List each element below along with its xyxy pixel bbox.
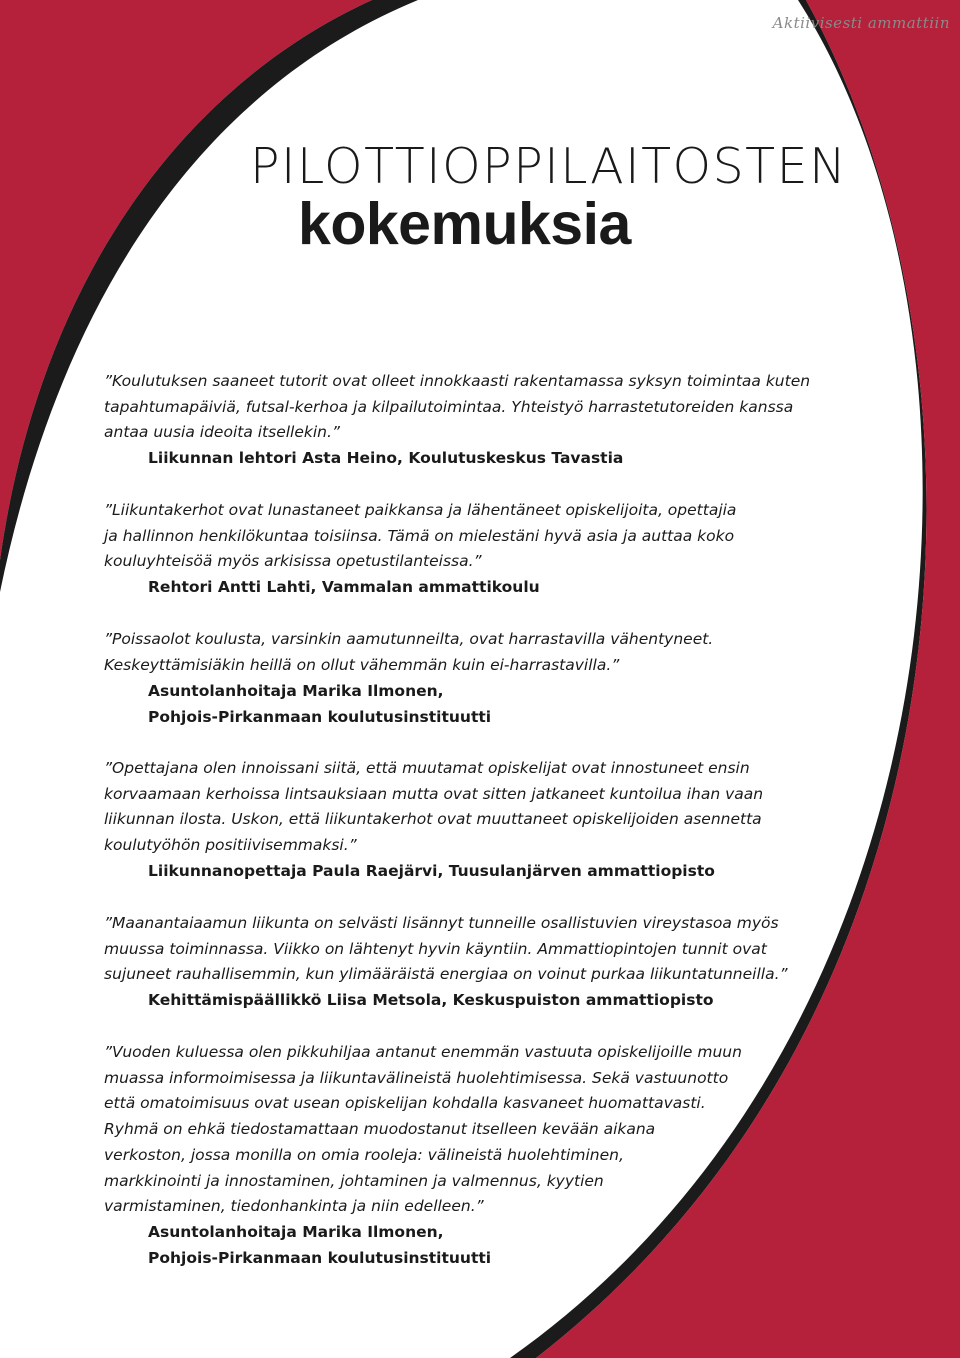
quote-line: ”Poissaolot koulusta, varsinkin aamutunneilta, ovat harrastavilla vähentyneet. — [104, 630, 714, 648]
header-tagline: Aktiivisesti ammattiin — [772, 14, 950, 32]
quote-line: korvaamaan kerhoissa lintsauksiaan mutta ovat sitten jatkaneet kuntoilua ihan vaan — [104, 784, 764, 803]
quote-line: Ryhmä on ehkä tiedostamattaan muodostanut itselleen kevään aikana — [104, 1120, 656, 1139]
top-left-red-swoosh — [0, 0, 372, 560]
quote-line: Keskeyttämisiäkin heillä on ollut vähemmän kuin ei-harrastavilla.” — [104, 655, 620, 674]
quote-line: ”Koulutuksen saaneet tutorit ovat olleet innokkaasti rakentamassa syksyn toimintaa kuten — [104, 372, 811, 390]
quote-3 — [104, 627, 713, 678]
quote-1 — [104, 369, 810, 446]
page-title-line2: kokemuksia — [298, 191, 631, 257]
page-title-line1: PILOTTIOPPILAITOSTEN — [250, 138, 848, 195]
quote-line: kouluyhteisöä myös arkisissa opetustilanteissa.” — [104, 552, 482, 571]
quote-6 — [104, 1040, 742, 1220]
quote-1-attribution — [148, 446, 623, 472]
quote-line: markkinointi ja innostaminen, johtaminen ja valmennus, kyytien — [104, 1171, 604, 1190]
quote-line: muassa informoimisessa ja liikuntavälineistä huolehtimisessa. Sekä vastuunotto — [104, 1068, 729, 1087]
quote-line: ”Liikuntakerhot ovat lunastaneet paikkansa ja lähentäneet opiskelijoita, opettajia — [104, 501, 737, 519]
quote-line: ”Vuoden kuluessa olen pikkuhiljaa antanut enemmän vastuuta opiskelijoille muun — [104, 1043, 742, 1061]
quote-4 — [104, 756, 763, 859]
quote-2-attribution — [148, 575, 540, 601]
quote-5-attribution — [148, 988, 714, 1014]
quote-line: antaa uusia ideoita itsellekin.” — [104, 423, 340, 442]
quote-line: sujuneet rauhallisemmin, kun ylimääräistä energiaa on voinut purkaa liikuntatunneilla.” — [104, 965, 788, 984]
attribution-line: Pohjois-Pirkanmaan koulutusinstituutti — [148, 707, 492, 726]
attribution-line: Pohjois-Pirkanmaan koulutusinstituutti — [148, 1248, 492, 1267]
quote-line: koulutyöhön positiivisemmaksi.” — [104, 836, 357, 855]
quote-4-attribution — [148, 859, 715, 885]
quote-line: varmistaminen, tiedonhankinta ja niin edelleen.” — [104, 1197, 484, 1216]
quote-3-attribution — [148, 679, 491, 730]
attribution-line: Liikunnanopettaja Paula Raejärvi, Tuusulanjärven ammattiopisto — [148, 862, 715, 880]
quote-line: tapahtumapäiviä, futsal-kerhoa ja kilpailutoimintaa. Yhteistyö harrastetutoreiden kanssa — [104, 397, 794, 416]
quote-line: verkoston, jossa monilla on omia rooleja: välineistä huolehtiminen, — [104, 1145, 624, 1164]
quote-line: ja hallinnon henkilökuntaa toisiinsa. Tämä on mielestäni hyvä asia ja auttaa koko — [104, 526, 735, 545]
attribution-line: Kehittämispäällikkö Liisa Metsola, Keskuspuiston ammattiopisto — [148, 991, 714, 1009]
attribution-line: Asuntolanhoitaja Marika Ilmonen, — [148, 1223, 444, 1241]
quote-line: ”Opettajana olen innoissani siitä, että muutamat opiskelijat ovat innostuneet ensin — [104, 759, 750, 777]
quote-line: muussa toiminnassa. Viikko on lähtenyt hyvin käyntiin. Ammattiopintojen tunnit ovat — [104, 939, 767, 958]
quote-5 — [104, 911, 788, 988]
quote-6-attribution — [148, 1220, 491, 1271]
attribution-line: Rehtori Antti Lahti, Vammalan ammattikoulu — [148, 578, 540, 596]
quote-line: että omatoimisuus ovat usean opiskelijan kohdalla kasvaneet huomattavasti. — [104, 1094, 706, 1113]
quote-line: ”Maanantaiaamun liikunta on selvästi lisännyt tunneille osallistuvien vireystasoa myös — [104, 914, 779, 932]
attribution-line: Asuntolanhoitaja Marika Ilmonen, — [148, 682, 444, 700]
quote-2 — [104, 498, 736, 575]
attribution-line: Liikunnan lehtori Asta Heino, Koulutuskeskus Tavastia — [148, 449, 624, 467]
quote-line: liikunnan ilosta. Uskon, että liikuntakerhot ovat muuttaneet opiskelijoiden asennetta — [104, 810, 762, 829]
